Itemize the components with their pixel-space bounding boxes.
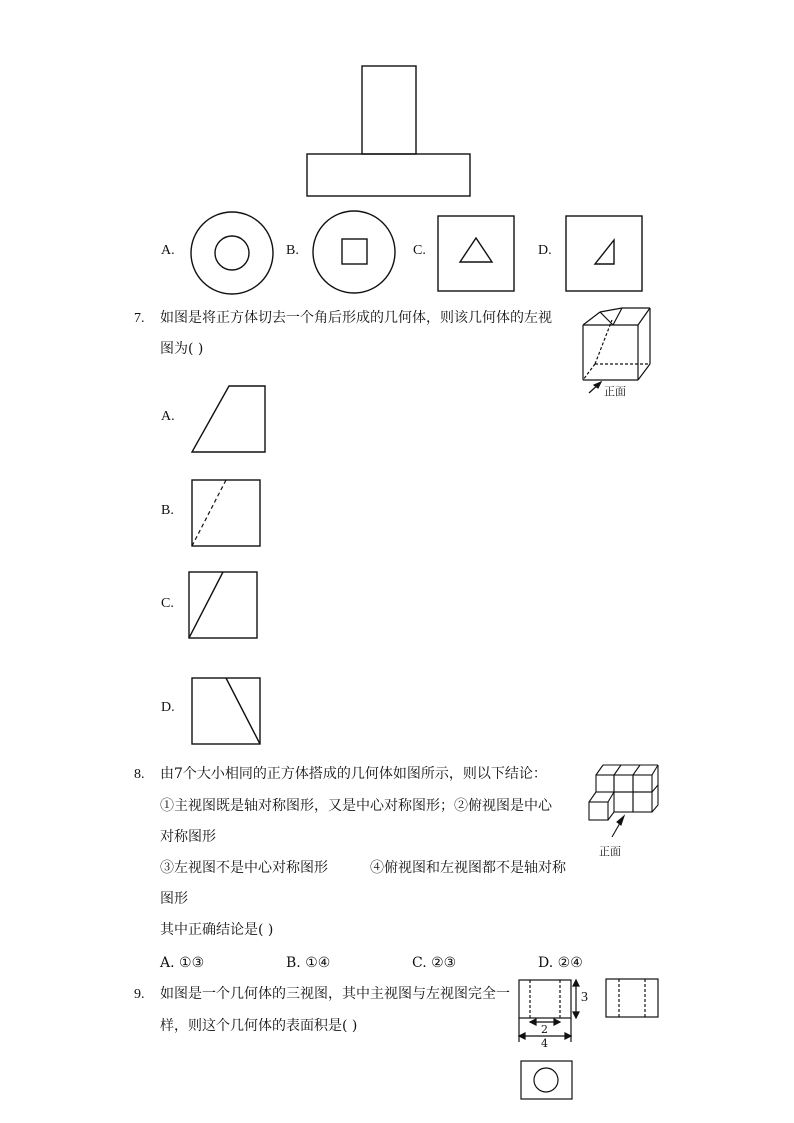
q8-text-line2: ①主视图既是轴对称图形，又是中心对称图形；②俯视图是中心	[160, 798, 552, 814]
q8-option-c-letter: C.	[412, 955, 427, 971]
q6-option-b-figure	[313, 211, 395, 293]
q7-option-c-label[interactable]: C.	[161, 596, 174, 611]
q9-dim-outer: 4	[541, 1037, 548, 1050]
q9-text-line1: 如图是一个几何体的三视图，其中主视图与左视图完全一	[160, 986, 510, 1002]
q8-option-d-letter: D.	[538, 955, 554, 971]
q8-text-line1: 由7个大小相同的正方体搭成的几何体如图所示，则以下结论：	[160, 766, 547, 782]
q9-front-view	[519, 980, 579, 1042]
q6-option-d-label[interactable]: D.	[538, 243, 552, 258]
q8-text-line3: 对称图形	[160, 829, 216, 845]
q8-text-line6: 其中正确结论是( )	[160, 922, 274, 938]
q8-option-a[interactable]	[160, 948, 204, 979]
q8-option-c-value: ②③	[431, 955, 457, 971]
q8-option-a-value: ①③	[179, 955, 205, 971]
q8-text-line4b: ④俯视图和左视图都不是轴对称	[370, 860, 566, 876]
q7-front-label: 正面	[604, 385, 626, 398]
q7-text-line1: 如图是将正方体切去一个角后形成的几何体，则该几何体的左视	[160, 310, 552, 326]
q7-option-a-label[interactable]: A.	[161, 409, 175, 424]
q7-number: 7.	[134, 311, 145, 326]
q8-text-line4a: ③左视图不是中心对称图形	[160, 860, 328, 876]
q8-cubes-figure	[589, 765, 658, 837]
q6-option-c-figure	[438, 216, 514, 291]
q7-text-line2: 图为( )	[160, 341, 204, 357]
q6-option-a-label[interactable]: A.	[161, 243, 175, 258]
q8-text-line5: 图形	[160, 891, 188, 907]
q6-top-block	[362, 66, 416, 154]
q8-option-d[interactable]	[538, 948, 583, 979]
q9-text-line2: 样，则这个几何体的表面积是( )	[160, 1018, 358, 1034]
q7-option-a-figure	[192, 386, 265, 452]
q6-option-c-label[interactable]: C.	[413, 243, 426, 258]
q9-dim-inner: 2	[541, 1023, 548, 1036]
q6-option-b-label[interactable]: B.	[286, 243, 299, 258]
q7-option-d-figure	[192, 678, 260, 744]
q9-dim-height: 3	[581, 990, 588, 1005]
q8-option-d-value: ②④	[557, 955, 583, 971]
q9-left-view	[606, 979, 658, 1017]
q7-option-b-figure	[192, 480, 260, 546]
q8-option-a-letter: A.	[160, 955, 175, 971]
q6-option-d-figure	[566, 216, 642, 291]
q8-front-label: 正面	[599, 845, 621, 858]
q7-option-d-label[interactable]: D.	[161, 700, 175, 715]
q8-option-b-letter: B.	[286, 955, 301, 971]
q6-base-block	[307, 154, 470, 196]
q9-number: 9.	[134, 987, 145, 1002]
q9-top-view	[521, 1061, 572, 1099]
q8-option-b-value: ①④	[305, 955, 331, 971]
q8-option-b[interactable]	[286, 948, 330, 979]
q7-cube-figure	[583, 308, 650, 393]
q7-option-c-figure	[189, 572, 257, 638]
q8-number: 8.	[134, 767, 145, 782]
q7-option-b-label[interactable]: B.	[161, 503, 174, 518]
q6-option-a-figure	[191, 212, 273, 294]
q8-option-c[interactable]	[412, 948, 456, 979]
